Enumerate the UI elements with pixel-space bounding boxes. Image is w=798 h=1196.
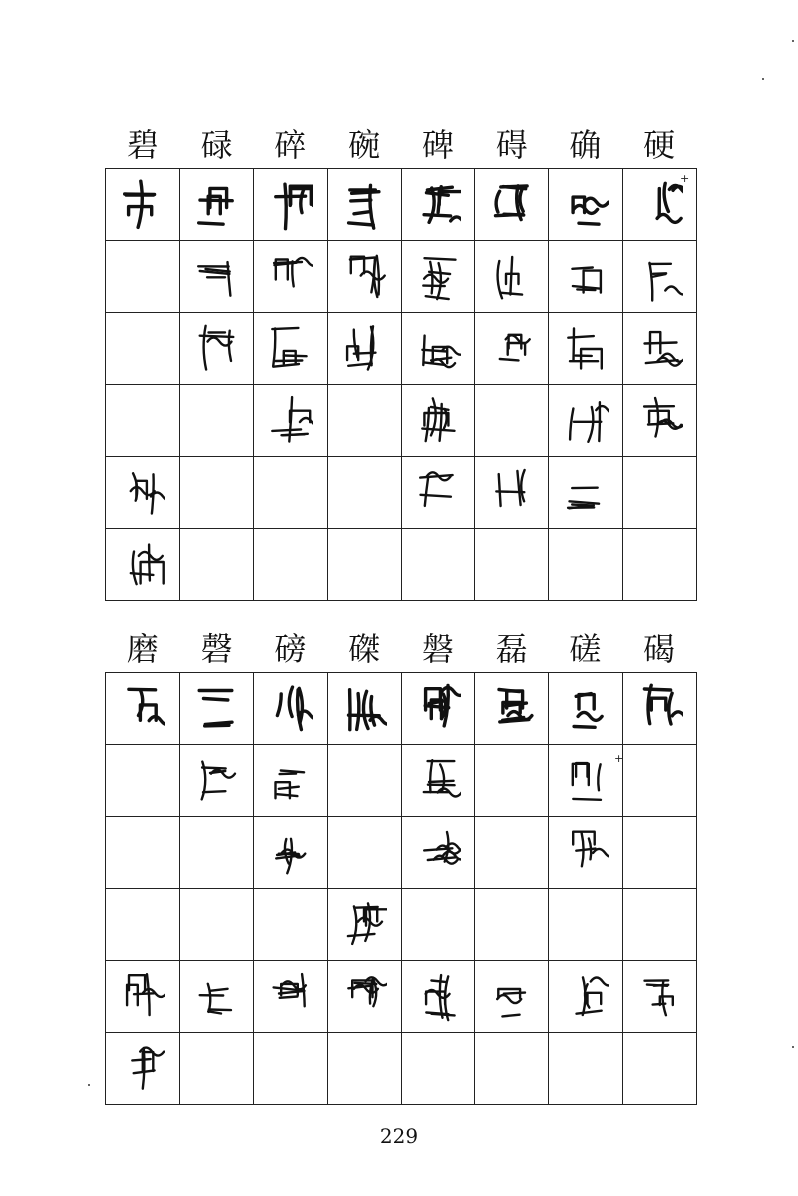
- header-char: 磐: [421, 630, 454, 668]
- glyph-cell: [106, 961, 180, 1033]
- seal-script-glyph: [637, 321, 683, 377]
- glyph-cell: [623, 241, 697, 313]
- glyph-cell: [180, 745, 254, 817]
- plus-mark: +: [680, 172, 690, 185]
- glyph-cell: [402, 889, 476, 961]
- glyph-cell: [180, 529, 254, 601]
- glyph-cell: [475, 745, 549, 817]
- glyph-cell: [549, 313, 623, 385]
- header-char: 磬: [200, 630, 233, 668]
- scan-speck: [88, 1084, 90, 1086]
- glyph-cell: [254, 385, 328, 457]
- glyph-cell: [106, 817, 180, 889]
- seal-script-glyph: [489, 465, 535, 521]
- header-char: 磊: [495, 630, 528, 668]
- header-char: 磅: [274, 630, 307, 668]
- seal-script-glyph: [267, 681, 313, 737]
- seal-script-glyph: [341, 897, 387, 953]
- glyph-cell: [475, 313, 549, 385]
- glyph-cell: [549, 385, 623, 457]
- seal-script-glyph: [119, 1041, 165, 1097]
- seal-script-glyph: [267, 177, 313, 233]
- header-char: 碣: [643, 630, 676, 668]
- seal-script-glyph: [489, 249, 535, 305]
- glyph-cell: [623, 1033, 697, 1105]
- scan-speck: [762, 78, 764, 80]
- seal-script-glyph: [341, 969, 387, 1025]
- header-char: 碗: [348, 126, 381, 164]
- glyph-cell: [106, 313, 180, 385]
- glyph-cell: [328, 313, 402, 385]
- seal-script-glyph: [119, 465, 165, 521]
- seal-script-glyph: [415, 321, 461, 377]
- glyph-cell: [106, 889, 180, 961]
- seal-script-glyph: [563, 681, 609, 737]
- seal-script-glyph: [193, 969, 239, 1025]
- header-char: 碧: [126, 126, 159, 164]
- seal-script-glyph: [267, 249, 313, 305]
- glyph-cell: [254, 313, 328, 385]
- seal-script-glyph: [119, 177, 165, 233]
- glyph-cell: [180, 313, 254, 385]
- glyph-cell: [549, 889, 623, 961]
- glyph-cell: [402, 313, 476, 385]
- glyph-cell: [402, 169, 476, 241]
- glyph-cell: [475, 241, 549, 313]
- glyph-cell: [328, 385, 402, 457]
- page-number: 229: [379, 1124, 419, 1148]
- glyph-cell: [328, 889, 402, 961]
- seal-script-glyph: [637, 969, 683, 1025]
- glyph-cell: [402, 961, 476, 1033]
- glyph-cell: [328, 817, 402, 889]
- seal-script-glyph: [563, 393, 609, 449]
- glyph-cell: [180, 961, 254, 1033]
- glyph-cell: [402, 529, 476, 601]
- glyph-cell: [180, 169, 254, 241]
- section-1-glyph-table: [105, 168, 697, 601]
- glyph-cell: [402, 745, 476, 817]
- glyph-cell: [623, 745, 697, 817]
- glyph-cell: [328, 241, 402, 313]
- glyph-cell: [106, 673, 180, 745]
- glyph-cell: [328, 961, 402, 1033]
- header-char: 磋: [569, 630, 602, 668]
- section-2-glyph-table: [105, 672, 697, 1105]
- seal-script-glyph: [637, 177, 683, 233]
- seal-script-glyph: [267, 393, 313, 449]
- seal-script-glyph: [119, 681, 165, 737]
- glyph-cell: [475, 457, 549, 529]
- glyph-cell: [475, 1033, 549, 1105]
- glyph-cell: [254, 241, 328, 313]
- seal-script-glyph: [341, 321, 387, 377]
- seal-script-glyph: [119, 969, 165, 1025]
- glyph-cell: [549, 457, 623, 529]
- glyph-cell: [475, 385, 549, 457]
- glyph-cell: [623, 961, 697, 1033]
- section-1-headers: [106, 118, 696, 168]
- glyph-cell: [254, 889, 328, 961]
- seal-script-glyph: [193, 681, 239, 737]
- glyph-cell: [549, 169, 623, 241]
- glyph-cell: [475, 961, 549, 1033]
- glyph-cell: [475, 673, 549, 745]
- seal-script-glyph: [489, 681, 535, 737]
- glyph-cell: [402, 1033, 476, 1105]
- seal-script-glyph: [563, 249, 609, 305]
- seal-script-glyph: [415, 393, 461, 449]
- glyph-cell: [328, 673, 402, 745]
- glyph-cell: [106, 529, 180, 601]
- seal-script-glyph: [415, 825, 461, 881]
- glyph-cell: [549, 529, 623, 601]
- seal-script-glyph: [193, 753, 239, 809]
- seal-script-glyph: [637, 393, 683, 449]
- glyph-cell: [180, 817, 254, 889]
- glyph-cell: [475, 889, 549, 961]
- glyph-cell: [328, 457, 402, 529]
- header-char: 碍: [495, 126, 528, 164]
- seal-script-glyph: [267, 321, 313, 377]
- glyph-cell: [254, 169, 328, 241]
- header-char: 确: [569, 126, 602, 164]
- plus-mark: +: [614, 752, 624, 765]
- glyph-cell: [254, 817, 328, 889]
- seal-script-glyph: [489, 321, 535, 377]
- scan-speck: [792, 1046, 794, 1048]
- seal-script-glyph: [193, 321, 239, 377]
- seal-script-glyph: [193, 249, 239, 305]
- seal-script-glyph: [563, 969, 609, 1025]
- glyph-cell: [475, 529, 549, 601]
- glyph-cell: [106, 1033, 180, 1105]
- seal-script-glyph: [193, 177, 239, 233]
- glyph-cell: [106, 241, 180, 313]
- seal-script-glyph: [563, 465, 609, 521]
- seal-script-glyph: [267, 825, 313, 881]
- glyph-cell: [549, 817, 623, 889]
- glyph-cell: [106, 457, 180, 529]
- glyph-cell: [180, 889, 254, 961]
- seal-script-glyph: [415, 753, 461, 809]
- seal-script-glyph: [415, 177, 461, 233]
- glyph-cell: [623, 817, 697, 889]
- glyph-cell: [328, 169, 402, 241]
- glyph-cell: [623, 673, 697, 745]
- seal-script-glyph: [563, 321, 609, 377]
- glyph-cell: [180, 385, 254, 457]
- glyph-cell: [328, 1033, 402, 1105]
- seal-script-glyph: [489, 969, 535, 1025]
- glyph-cell: [402, 457, 476, 529]
- glyph-cell: [180, 241, 254, 313]
- glyph-cell: [254, 1033, 328, 1105]
- glyph-cell: [254, 673, 328, 745]
- seal-script-glyph: [563, 177, 609, 233]
- seal-script-glyph: [415, 249, 461, 305]
- section-2-headers: [106, 622, 696, 672]
- glyph-cell: [402, 817, 476, 889]
- glyph-cell: [254, 529, 328, 601]
- glyph-cell: [549, 961, 623, 1033]
- glyph-cell: [549, 673, 623, 745]
- seal-script-glyph: [563, 753, 609, 809]
- seal-script-glyph: [637, 249, 683, 305]
- glyph-cell: [180, 1033, 254, 1105]
- seal-script-glyph: [119, 537, 165, 593]
- seal-script-glyph: [415, 465, 461, 521]
- seal-script-glyph: [415, 969, 461, 1025]
- glyph-cell: [623, 529, 697, 601]
- seal-script-glyph: [267, 969, 313, 1025]
- seal-script-glyph: [341, 249, 387, 305]
- glyph-cell: [254, 961, 328, 1033]
- scan-speck: [792, 40, 794, 42]
- seal-script-glyph: [489, 177, 535, 233]
- glyph-cell: [106, 169, 180, 241]
- glyph-cell: [623, 457, 697, 529]
- seal-script-glyph: [563, 825, 609, 881]
- glyph-cell: [402, 385, 476, 457]
- seal-script-glyph: [267, 753, 313, 809]
- glyph-cell: [475, 817, 549, 889]
- header-char: 碑: [421, 126, 454, 164]
- glyph-cell: [623, 385, 697, 457]
- glyph-cell: [549, 1033, 623, 1105]
- glyph-cell: [254, 745, 328, 817]
- seal-script-glyph: [637, 681, 683, 737]
- seal-script-glyph: [341, 177, 387, 233]
- header-char: 磨: [126, 630, 159, 668]
- header-char: 碌: [200, 126, 233, 164]
- glyph-cell: [254, 457, 328, 529]
- glyph-cell: [549, 241, 623, 313]
- glyph-cell: [106, 385, 180, 457]
- seal-script-glyph: [415, 681, 461, 737]
- glyph-cell: [328, 529, 402, 601]
- seal-script-glyph: [341, 681, 387, 737]
- glyph-cell: [623, 313, 697, 385]
- glyph-cell: [623, 889, 697, 961]
- glyph-cell: [475, 169, 549, 241]
- glyph-cell: [106, 745, 180, 817]
- glyph-cell: [402, 241, 476, 313]
- header-char: 磔: [348, 630, 381, 668]
- glyph-cell: [180, 457, 254, 529]
- header-char: 碎: [274, 126, 307, 164]
- glyph-cell: [549, 745, 623, 817]
- glyph-cell: [402, 673, 476, 745]
- glyph-cell: [180, 673, 254, 745]
- glyph-cell: [328, 745, 402, 817]
- header-char: 硬: [643, 126, 676, 164]
